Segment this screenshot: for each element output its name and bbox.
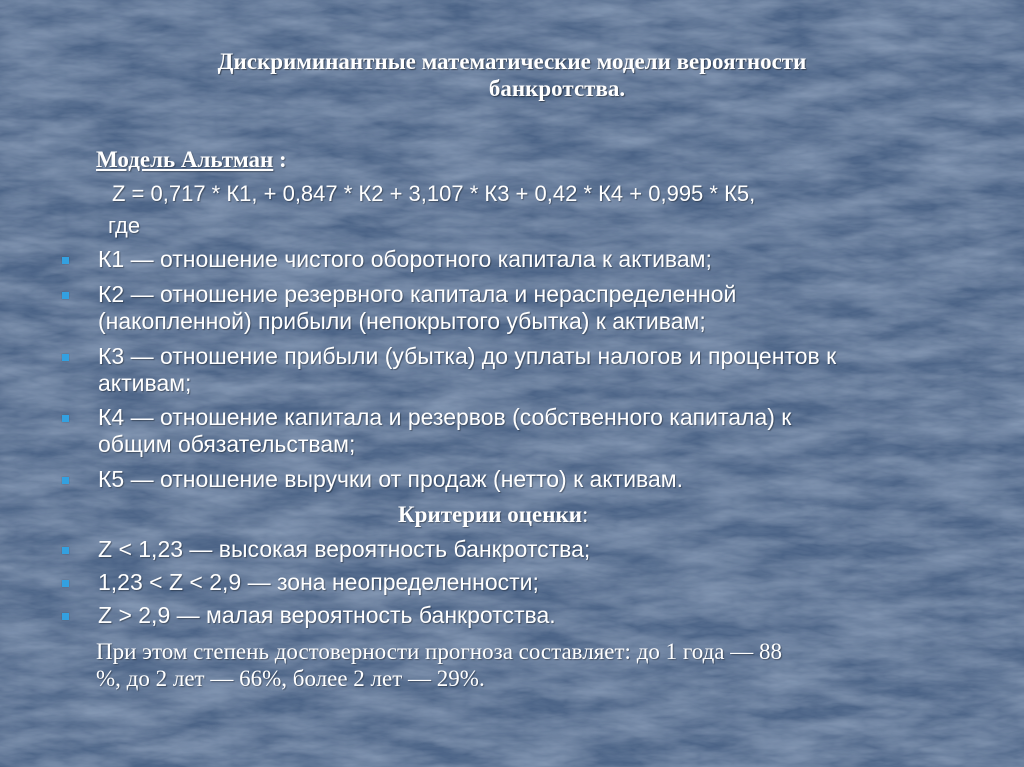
criteria-item-1: Z < 1,23 — высокая вероятность банкротства; [98,536,591,562]
list-item-k5: К5 — отношение выручки от продаж (нетто) к активам. [98,466,683,492]
bullet-icon [62,415,69,422]
list-item-k3-line2: активам; [98,370,192,396]
bullet-icon [62,547,69,554]
note-line-1: При этом степень достоверности прогноза составляет: до 1 года — 88 [96,639,783,664]
list-item-k4-line1: К4 — отношение капитала и резервов (собственного капитала) к [98,404,792,430]
bullet-icon [62,257,69,264]
where-label: где [108,213,141,238]
model-heading [96,146,287,173]
bullet-icon [62,354,69,361]
list-item-k3-line1: К3 — отношение прибыли (убытка) до уплаты налогов и процентов к [98,343,837,369]
slide-title [100,48,924,102]
criteria-heading [398,501,588,528]
bullet-icon [62,613,69,620]
criteria-item-3: Z > 2,9 — малая вероятность банкротства. [98,602,556,628]
criteria-item-2: 1,23 < Z < 2,9 — зона неопределенности; [98,569,539,595]
title-line-1: Дискриминантные математические модели вероятности [217,49,807,74]
note-line-2: %, до 2 лет — 66%, более 2 лет — 29%. [96,666,485,691]
list-item-k2-line1: К2 — отношение резервного капитала и нераспределенной [98,281,737,307]
model-colon: : [273,147,287,172]
bullet-icon [62,580,69,587]
criteria-label: Критерии оценки [398,502,582,527]
list-item-k2-line2: (накопленной) прибыли (непокрытого убытка) к активам; [98,308,706,334]
title-line-2: банкротства. [488,76,626,101]
model-label: Модель Альтман [96,147,274,172]
list-item-k1: К1 — отношение чистого оборотного капитала к активам; [98,246,712,272]
criteria-colon: : [582,502,589,527]
bullet-icon [62,477,69,484]
altman-formula: Z = 0,717 * К1, + 0,847 * К2 + 3,107 * К3 + 0,42 * К4 + 0,995 * К5, [112,181,756,206]
bullet-icon [62,292,69,299]
list-item-k4-line2: общим обязательствам; [98,431,356,457]
